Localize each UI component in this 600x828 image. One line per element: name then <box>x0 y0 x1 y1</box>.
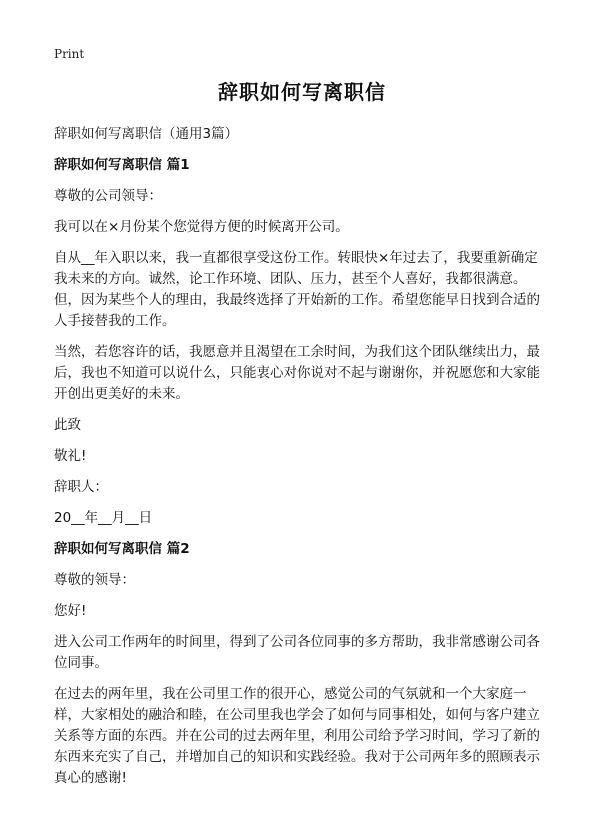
paragraph: 在过去的两年里，我在公司里工作的很开心，感觉公司的气氛就和一个大家庭一样，大家相处的融洽和睦，在公司里我也学会了如何与同事相处，如何与客户建立关系等方面的东西。并在公司的过去两年里，利用公司给予学习时间，学习了新的东西来充实了自己，并增加自己的知识和实践经验。我对于公司两年多的照顾表示真心的感谢! <box>54 686 540 786</box>
date-line: 20__年__月__日 <box>54 510 153 526</box>
document-subtitle: 辞职如何写离职信（通用3篇） <box>54 126 239 142</box>
paragraph: 进入公司工作两年的时间里，得到了公司各位同事的多方帮助，我非常感谢公司各位同事。 <box>54 634 540 671</box>
document-title: 辞职如何写离职信 <box>218 80 386 104</box>
paragraph: 自从__年入职以来，我一直都很享受这份工作。转眼快×年过去了，我要重新确定我未来的方向。诚然，论工作环境、团队、压力，甚至个人喜好，我都很满意。但，因为某些个人的理由，我最终选择了开始新的工作。希望您能早日找到合适的人手接替我的工作。 <box>54 250 540 329</box>
section-heading-1: 辞职如何写离职信 篇1 <box>54 157 190 173</box>
section-heading-2: 辞职如何写离职信 篇2 <box>54 541 190 557</box>
paragraph: 当然，若您容许的话，我愿意并且渴望在工余时间，为我们这个团队继续出力，最后，我也不知道可以说什么，只能衷心对你说对不起与谢谢你，并祝愿您和大家能开创出更美好的未来。 <box>54 344 540 402</box>
paragraph: 我可以在×月份某个您觉得方便的时候离开公司。 <box>54 219 349 235</box>
greeting: 您好! <box>54 603 87 619</box>
closing-line: 敬礼! <box>54 448 87 464</box>
closing-line: 此致 <box>54 417 81 433</box>
salutation: 尊敬的公司领导： <box>54 188 162 204</box>
salutation: 尊敬的领导： <box>54 572 135 588</box>
signature-line: 辞职人： <box>54 479 108 495</box>
print-label: Print <box>54 47 85 61</box>
